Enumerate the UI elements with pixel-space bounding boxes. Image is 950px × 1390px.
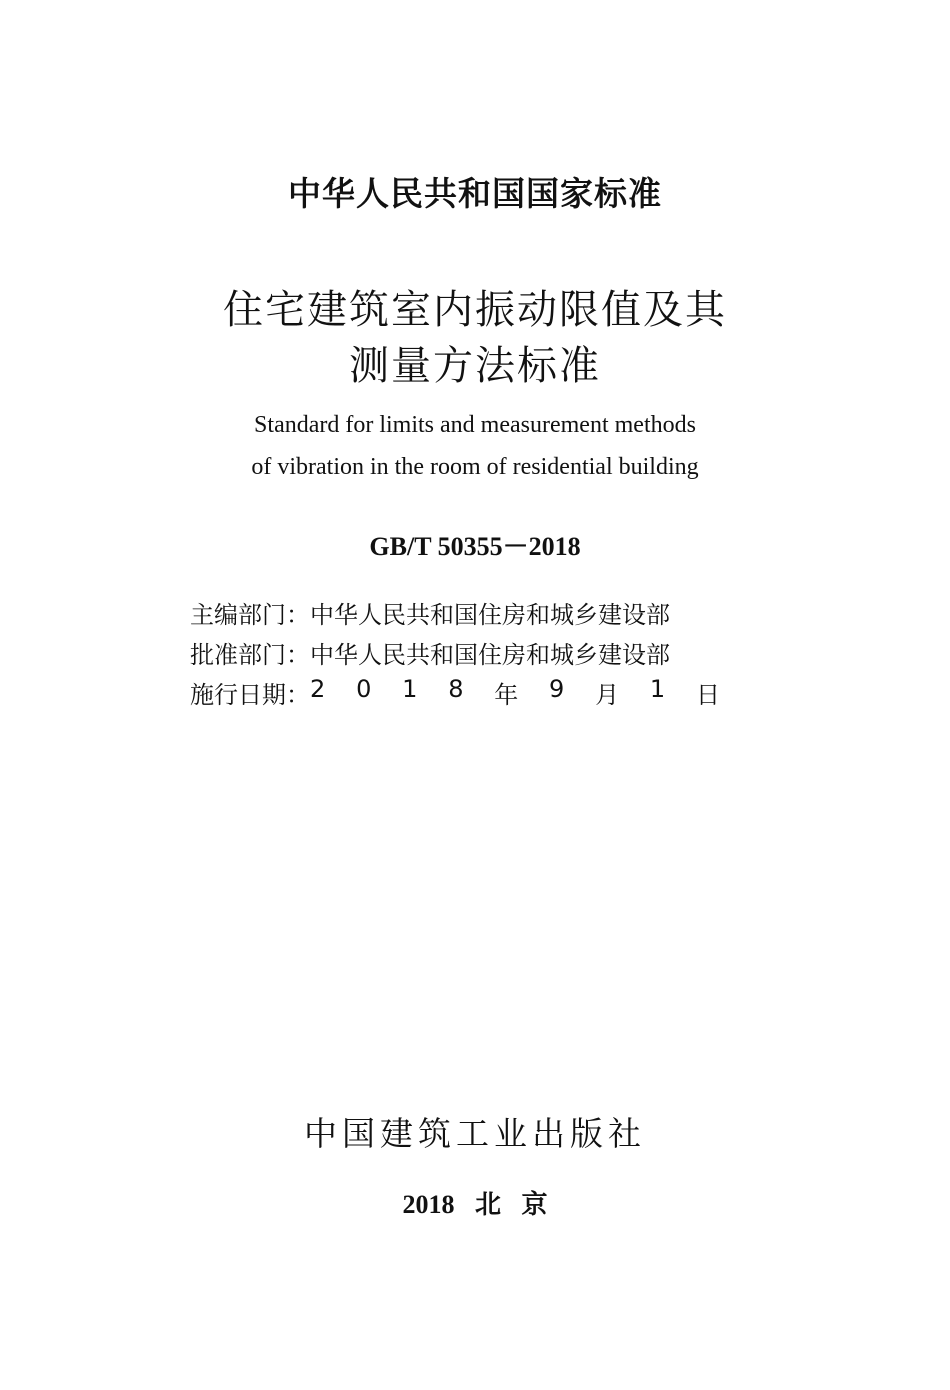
date-char: 年 xyxy=(494,680,519,709)
date-char: 9 xyxy=(549,674,565,703)
effective-date-row xyxy=(190,672,750,712)
date-char: 0 xyxy=(356,674,372,703)
national-standard-heading: 中华人民共和国国家标准 xyxy=(288,174,662,213)
approver-value: 中华人民共和国住房和城乡建设部 xyxy=(310,640,670,669)
publisher-name: 中国建筑工业出版社 xyxy=(304,1114,646,1153)
date-char: 1 xyxy=(402,674,418,703)
date-char: 8 xyxy=(448,674,464,703)
date-char: 日 xyxy=(695,680,720,709)
editor-value: 中华人民共和国住房和城乡建设部 xyxy=(310,600,670,629)
approver-row xyxy=(190,632,750,672)
effective-date-value xyxy=(310,675,720,710)
standard-info-block xyxy=(190,592,750,712)
standard-code: GB/T 50355－2018 xyxy=(369,532,581,561)
date-char: 2 xyxy=(310,674,326,703)
english-title-line-2: of vibration in the room of residential building xyxy=(251,454,699,480)
date-char: 月 xyxy=(595,680,620,709)
effective-date-label: 施行日期： xyxy=(190,680,310,709)
publication-place: 2018 北 京 xyxy=(402,1190,548,1219)
date-char: 1 xyxy=(649,674,666,703)
english-title-line-1: Standard for limits and measurement methods xyxy=(254,412,696,438)
chinese-title-line-2: 测量方法标准 xyxy=(349,343,601,389)
editor-row xyxy=(190,592,750,632)
chinese-title-line-1: 住宅建筑室内振动限值及其 xyxy=(223,287,727,333)
editor-label: 主编部门： xyxy=(190,600,310,629)
approver-label: 批准部门： xyxy=(190,640,310,669)
